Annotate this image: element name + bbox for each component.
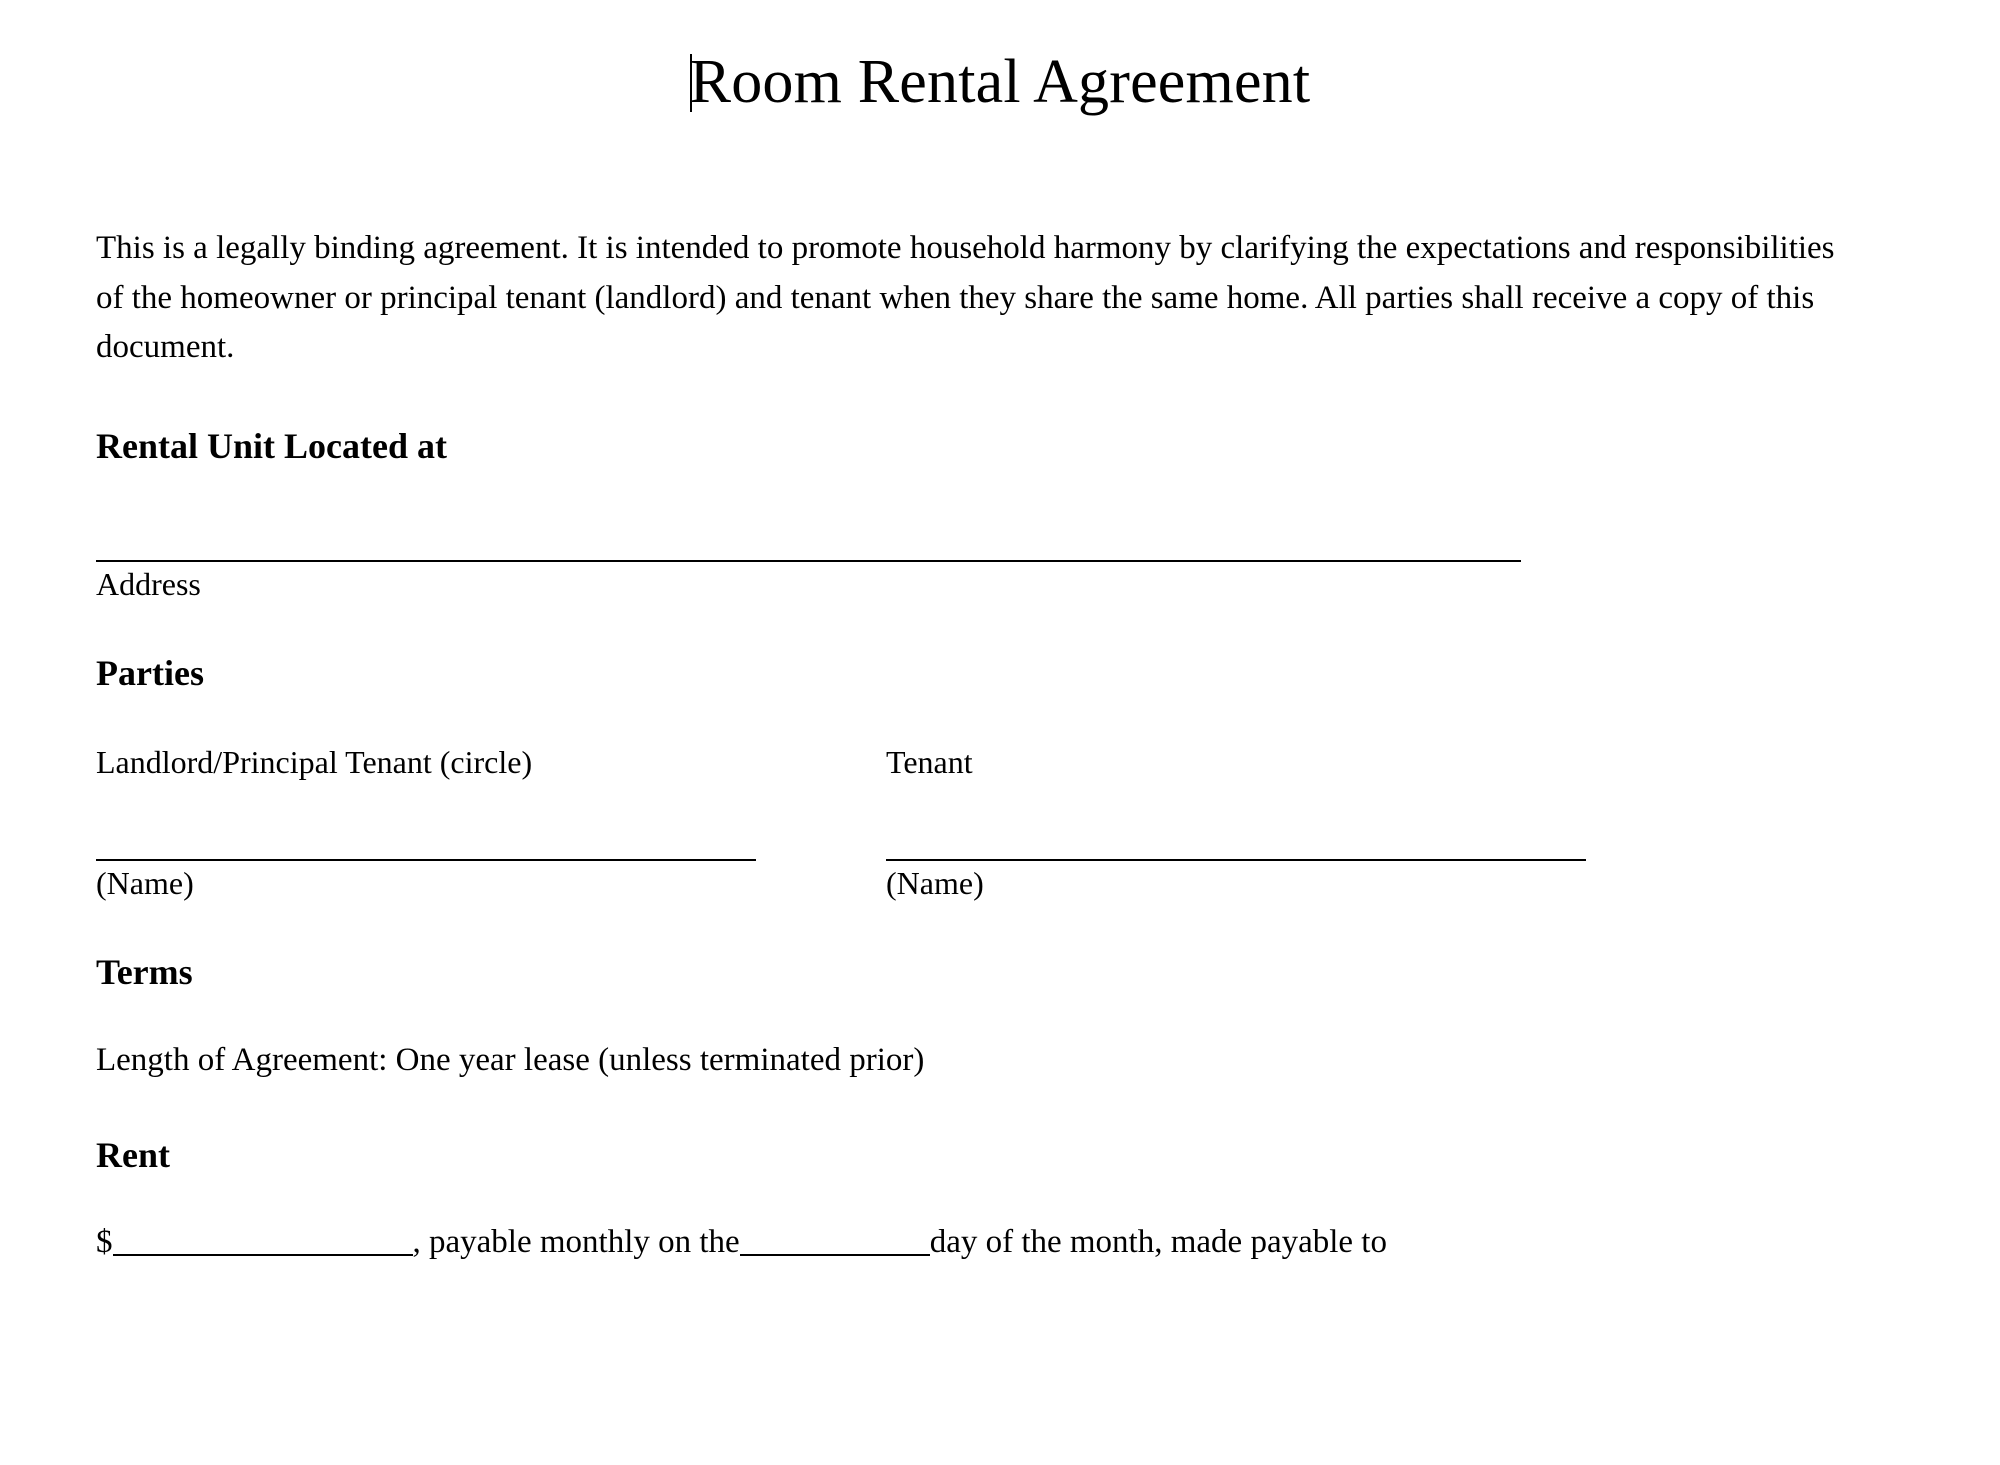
- address-field-group: [96, 468, 1904, 600]
- rent-day-input[interactable]: [740, 1228, 930, 1256]
- rent-text-after-amount: , payable monthly on the: [412, 1223, 740, 1260]
- address-label: Address: [96, 565, 201, 602]
- landlord-name-field-group: [96, 859, 756, 902]
- tenant-column-label: Tenant: [886, 744, 973, 781]
- landlord-column-label: Landlord/Principal Tenant (circle): [96, 744, 533, 781]
- page-title-text: Room Rental Agreement: [689, 48, 1311, 116]
- terms-length-line: Length of Agreement: One year lease (unless terminated prior): [96, 1041, 925, 1078]
- rent-amount-line: [96, 1177, 1904, 1264]
- page-title: [96, 0, 1904, 116]
- section-heading-terms: Terms: [96, 952, 193, 993]
- tenant-name-field-group: [886, 859, 1586, 902]
- section-heading-parties: Parties: [96, 652, 204, 693]
- section-heading-rental-unit: Rental Unit Located at: [96, 425, 447, 466]
- rent-amount-input[interactable]: [113, 1228, 413, 1256]
- section-heading-rent: Rent: [96, 1134, 170, 1175]
- currency-symbol: $: [96, 1223, 113, 1260]
- parties-name-fields: [96, 781, 1904, 902]
- rent-text-after-day: day of the month, made payable to: [929, 1223, 1387, 1260]
- parties-column-headers: [96, 695, 1904, 781]
- intro-paragraph: This is a legally binding agreement. It is intended to promote household harmony by clarifying the expectations and responsibilities of the homeowner or principal tenant (landlord) and tenant when they share the same home. All parties shall receive a copy of this document.: [96, 230, 1835, 366]
- landlord-name-label: (Name): [96, 865, 194, 902]
- tenant-name-label: (Name): [886, 865, 984, 902]
